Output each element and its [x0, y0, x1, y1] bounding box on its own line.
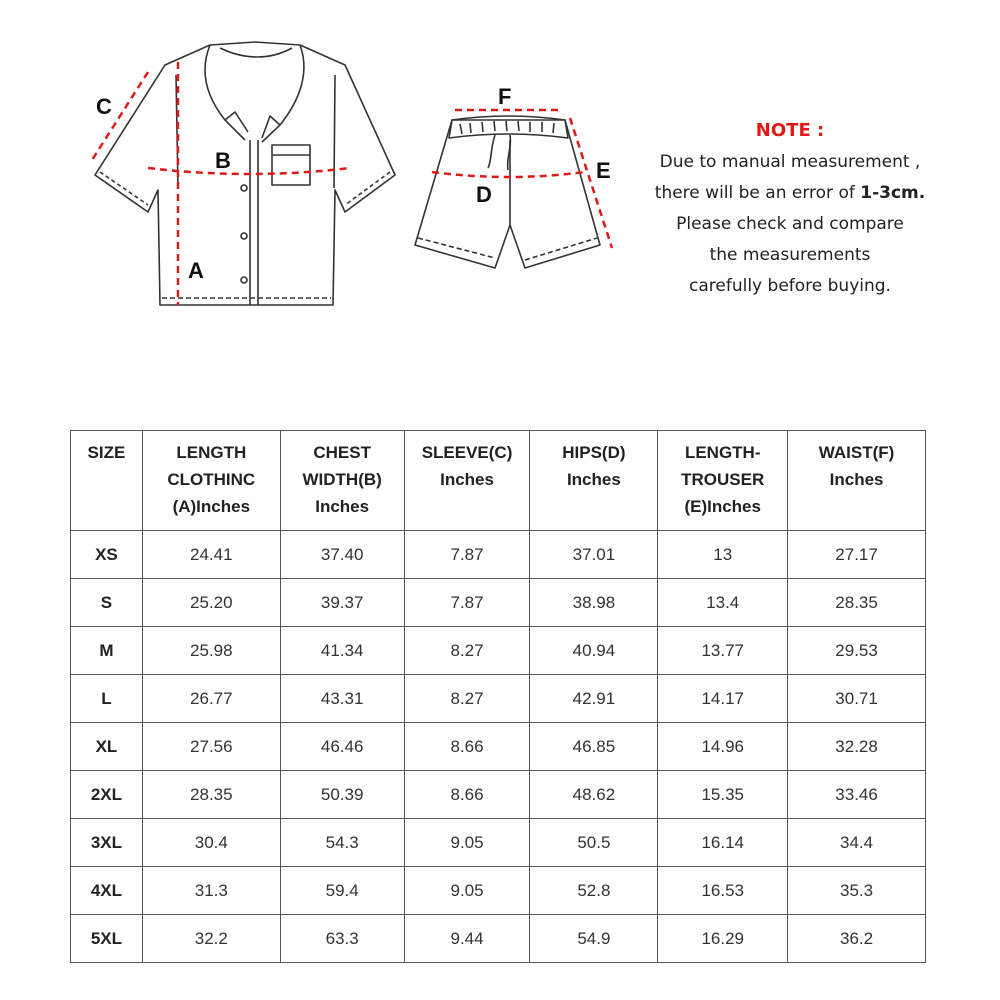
measurement-cell: 13: [658, 531, 788, 579]
measurement-cell: 50.39: [280, 771, 404, 819]
note-line: Due to manual measurement ,: [659, 152, 921, 172]
measurement-cell: 54.3: [280, 819, 404, 867]
table-row: [71, 579, 926, 627]
size-cell: XL: [71, 723, 143, 771]
column-header-line: Inches: [440, 470, 494, 489]
label-c: C: [96, 94, 112, 119]
column-header-line: Inches: [566, 470, 621, 489]
label-d: D: [476, 182, 492, 207]
measurement-cell: 25.98: [142, 627, 280, 675]
measurement-cell: 34.4: [788, 819, 926, 867]
measurement-cell: 24.41: [142, 531, 280, 579]
measurement-cell: 8.66: [404, 723, 530, 771]
column-header-line: CLOTHINC: [167, 470, 256, 489]
column-header-line: SLEEVE(C): [421, 443, 513, 462]
measurement-cell: 25.20: [142, 579, 280, 627]
table-row: [71, 771, 926, 819]
column-header: [658, 431, 788, 531]
size-cell: 4XL: [71, 867, 143, 915]
measurement-cell: 16.14: [658, 819, 788, 867]
column-header-line: LENGTH-: [684, 443, 761, 462]
measurement-cell: 30.4: [142, 819, 280, 867]
column-header-line: Inches: [315, 497, 370, 516]
column-header-line: (A)Inches: [172, 497, 251, 516]
table-header-row: [71, 431, 926, 531]
column-header-line: Inches: [829, 470, 884, 489]
column-header-line: TROUSER: [681, 470, 765, 489]
measurement-cell: 13.4: [658, 579, 788, 627]
table-row: [71, 915, 926, 963]
measurement-cell: 54.9: [530, 915, 658, 963]
note-line-part: there will be an error of: [654, 183, 855, 203]
measurement-cell: 9.44: [404, 915, 530, 963]
measurement-cell: 46.85: [530, 723, 658, 771]
measurement-cell: 33.46: [788, 771, 926, 819]
measurement-cell: 37.40: [280, 531, 404, 579]
size-cell: 5XL: [71, 915, 143, 963]
measurement-cell: 28.35: [142, 771, 280, 819]
size-cell: L: [71, 675, 143, 723]
measurement-cell: 46.46: [280, 723, 404, 771]
measurement-cell: 14.17: [658, 675, 788, 723]
measurement-cell: 52.8: [530, 867, 658, 915]
measurement-cell: 32.28: [788, 723, 926, 771]
column-header: [530, 431, 658, 531]
measurement-cell: 14.96: [658, 723, 788, 771]
note-error-range: 1-3cm.: [860, 183, 926, 203]
measurement-cell: 28.35: [788, 579, 926, 627]
column-header-line: (E)Inches: [684, 497, 761, 516]
measurement-cell: 29.53: [788, 627, 926, 675]
note-line: the measurements: [709, 245, 871, 265]
table-row: [71, 531, 926, 579]
measurement-cell: 7.87: [404, 579, 530, 627]
column-header-line: WAIST(F): [818, 443, 895, 462]
measurement-cell: 32.2: [142, 915, 280, 963]
measurement-cell: 42.91: [530, 675, 658, 723]
measurement-cell: 50.5: [530, 819, 658, 867]
table-row: [71, 627, 926, 675]
measurement-cell: 7.87: [404, 531, 530, 579]
measurement-cell: 41.34: [280, 627, 404, 675]
table-row: [71, 819, 926, 867]
measurement-cell: 36.2: [788, 915, 926, 963]
measurement-cell: 35.3: [788, 867, 926, 915]
table-row: [71, 867, 926, 915]
measurement-cell: 37.01: [530, 531, 658, 579]
shorts-illustration: [415, 116, 600, 268]
column-header-line: LENGTH: [176, 443, 247, 462]
column-header-line: HIPS(D): [562, 443, 626, 462]
measurement-cell: 43.31: [280, 675, 404, 723]
column-header-line: CHEST: [313, 443, 371, 462]
measurement-cell: 8.27: [404, 627, 530, 675]
measurement-cell: 16.29: [658, 915, 788, 963]
measurement-cell: 59.4: [280, 867, 404, 915]
measurement-cell: 9.05: [404, 867, 530, 915]
column-header: [280, 431, 404, 531]
measurement-cell: 27.56: [142, 723, 280, 771]
note-line: Please check and compare: [676, 214, 904, 234]
measurement-cell: 31.3: [142, 867, 280, 915]
column-header: [788, 431, 926, 531]
measurement-cell: 9.05: [404, 819, 530, 867]
size-cell: M: [71, 627, 143, 675]
column-header: [142, 431, 280, 531]
size-chart-table: [70, 430, 926, 963]
measurement-cell: 26.77: [142, 675, 280, 723]
column-header-line: SIZE: [87, 443, 126, 462]
label-f: F: [498, 84, 512, 109]
label-a: A: [188, 258, 204, 283]
note-line: carefully before buying.: [689, 276, 891, 296]
size-cell: 3XL: [71, 819, 143, 867]
note-line: [640, 178, 940, 209]
measurement-cell: 40.94: [530, 627, 658, 675]
column-header-line: WIDTH(B): [302, 470, 382, 489]
table-body: [71, 531, 926, 963]
table-row: [71, 723, 926, 771]
measurement-note: [640, 120, 940, 302]
measurement-cell: 38.98: [530, 579, 658, 627]
size-cell: XS: [71, 531, 143, 579]
measurement-cell: 8.27: [404, 675, 530, 723]
label-e: E: [596, 158, 611, 183]
note-title: NOTE :: [755, 120, 825, 141]
measurement-cell: 15.35: [658, 771, 788, 819]
size-cell: 2XL: [71, 771, 143, 819]
column-header: [404, 431, 530, 531]
measurement-cell: 39.37: [280, 579, 404, 627]
size-cell: S: [71, 579, 143, 627]
measurement-cell: 63.3: [280, 915, 404, 963]
measurement-cell: 48.62: [530, 771, 658, 819]
table-row: [71, 675, 926, 723]
label-b: B: [215, 148, 231, 173]
column-header: [71, 431, 143, 531]
measurement-cell: 16.53: [658, 867, 788, 915]
measurement-cell: 30.71: [788, 675, 926, 723]
measurement-cell: 13.77: [658, 627, 788, 675]
measurement-cell: 8.66: [404, 771, 530, 819]
measurement-cell: 27.17: [788, 531, 926, 579]
